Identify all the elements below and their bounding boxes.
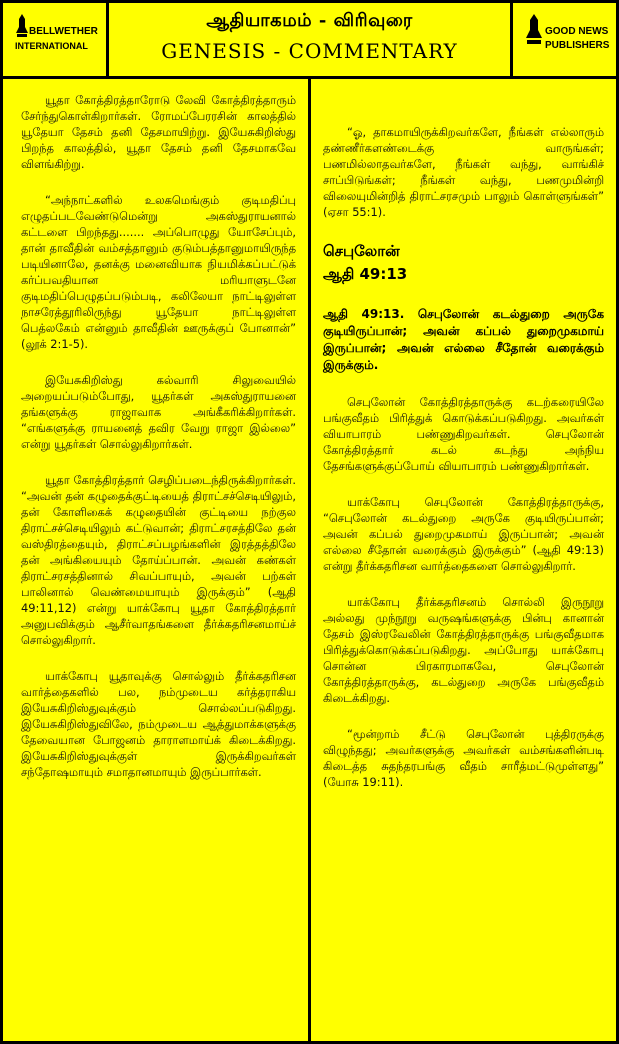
page-title-box — [109, 3, 510, 76]
bell-icon — [525, 13, 543, 47]
left-paragraph-2: “அந்நாட்களில் உலகமெங்கும் குடிமதிப்பு எழுதப்படவேண்டுமென்று அகஸ்துராயனால் கட்டளை பிறந்தது....... அப்பொழுது யோசேப்பும், தான் தாவீதின் வம்சத்தானும் குடும்பத்தானுமாயிருந்த படியினாலே, தனக்கு மனைவியாக நியமிக்கப்பட்டுக் கர்ப்பவதியான மரியாளுடனே குடிமதிப்பெழுதப்படும்படி, கலிலேயா நாட்டிலுள்ள நாசரேத்தூரிலிருந்து யூதேயா நாட்டிலுள்ள பெத்லகேம் என்னும் தாவீதின் ஊருக்குப் போனான்” (லூக் 2:1-5). — [21, 193, 296, 351]
right-paragraph-4: “மூன்றாம் சீட்டு செபுலோன் புத்திரருக்கு விழுந்தது; அவர்களுக்கு அவர்கள் வம்சங்களின்படி கிடைத்த சுதந்தரபங்கு வீதம் சாரீத்மட்டுமுள்ளது” (யோசு 19:11). — [323, 727, 604, 789]
logo-right-line2: PUBLISHERS — [545, 40, 610, 51]
good-news-logo — [513, 3, 616, 76]
bellwether-logo-icon — [15, 13, 99, 68]
logo-left-line2: INTERNATIONAL — [15, 41, 88, 51]
section-title: செபுலோன் — [323, 242, 400, 260]
right-paragraph-1: செபுலோன் கோத்திரத்தாருக்கு கடற்கரையிலே பங்குவீதம் பிரித்துக் கொடுக்கப்படுகிறது. அவர்கள் வியாபாரம் பண்ணுகிறவர்கள். செபுலோன் கோத்திரத்தார் கடல் கடந்து அந்நிய தேசங்களுக்குப்போய் வியாபாரம் பண்ணுகிறார்கள். — [323, 395, 604, 473]
isaiah-quote: “ஓ, தாகமாயிருக்கிறவர்களே, நீங்கள் எல்லாரும் தண்ணீர்களண்டைக்கு வாருங்கள்; பணமில்லாதவர்களே, நீங்கள் வந்து, வாங்கிச் சாப்பிடுங்கள்; நீங்கள் வந்து, பணமுமின்றி விலையுமின்றித் திராட்சரசமும் பாலும் கொள்ளுங்கள்” (ஏசா 55:1). — [323, 125, 604, 219]
left-paragraph-4: யூதா கோத்திரத்தார் செழிப்படைந்திருக்கிறார்கள். “அவன் தன் கழுதைக்குட்டியைத் திராட்சச்செடியிலும், தன் கோளிகைக் கழுதையின் குட்டியை நற்குல திராட்சச்செடியிலும் கட்டுவான்; திராட்சரசத்திலே தன் வஸ்திரத்தையும், திராட்சப்பழங்களின் இரத்தத்திலே தன் அங்கியையும் தோய்ப்பான். அவன் கண்கள் திராட்சரசத்தினால் சிவப்பாயும், அவன் பற்கள் பாலினால் வெண்மையாயும் இருக்கும்” (ஆதி 49:11,12) என்று யாக்கோபு யூதா கோத்திரத்தார் அனுபவிக்கும் ஆசீர்வாதங்களை தீர்க்கதரிசனமாய்ச் சொல்லுகிறார். — [21, 473, 296, 647]
left-paragraph-1: யூதா கோத்திரத்தாரோடு லேவி கோத்திரத்தாரும் சேர்ந்துகொள்கிறார்கள். ரோமப்பேரரசின் காலத்தில் யூதேயா தேசம் தனி தேசமாயிற்று. இயேசுகிறிஸ்து பிறந்த காலத்தில், யூதா தேசம் தனி தேசமாகவே விளங்கிற்று. — [21, 93, 296, 171]
section-heading — [323, 240, 604, 286]
section-reference: ஆதி 49:13 — [323, 265, 408, 283]
logo-right-line1: GOOD NEWS — [545, 26, 609, 37]
bell-icon — [15, 13, 29, 39]
left-column — [3, 79, 308, 1041]
left-paragraph-5: யாக்கோபு யூதாவுக்கு சொல்லும் தீர்க்கதரிசன வார்த்தைகளில் பல, நம்முடைய கர்த்தராகிய இயேசுகிறிஸ்துவுக்கும் சொல்லப்படுகிறது. இயேசுகிறிஸ்துவிலே, நம்முடைய ஆத்துமாக்களுக்கு தேவையான போஜனம் தாராளமாய்க் கிடைக்கிறது. இயேசுகிறிஸ்துவுக்குள் இருக்கிறவர்கள் சந்தோஷமாயும் சமாதானமாயும் இருப்பார்கள். — [21, 669, 296, 779]
title-tamil: ஆதியாகமம் - விரிவுரை — [206, 10, 413, 31]
right-paragraph-3: யாக்கோபு தீர்க்கதரிசனம் சொல்லி இருநூறு அல்லது முந்நூறு வருஷங்களுக்கு பின்பு கானான் தேசம் இஸ்ரவேலின் கோத்திரத்தாருக்கு பங்குவீதமாக பிரித்துக்கொடுக்கப்படுகிறது. அப்போது யாக்கோபு சொன்ன பிரகாரமாகவே, செபுலோன் கோத்திரத்தாருக்கு, கடல்துறை அருகே பங்குவீதம் கிடைக்கிறது. — [323, 595, 604, 705]
good-news-logo-icon — [525, 13, 609, 68]
right-column — [311, 79, 616, 1041]
title-english: GENESIS - COMMENTARY — [161, 39, 458, 63]
logo-left-line1: BELLWETHER — [29, 26, 98, 37]
right-paragraph-2: யாக்கோபு செபுலோன் கோத்திரத்தாருக்கு, “செபுலோன் கடல்துறை அருகே குடியிருப்பான்; அவன் கப்பல் துறைமுகமாய் இருப்பான்; அவன் எல்லை சீதோன் வரைக்கும் இருக்கும்” (ஆதி 49:13) என்று தீர்க்கதரிசன வார்த்தைகளை சொல்லுகிறார். — [323, 495, 604, 573]
bellwether-logo — [3, 3, 106, 76]
left-paragraph-3: இயேசுகிறிஸ்து கல்வாரி சிலுவையில் அறையப்படும்போது, யூதர்கள் அகஸ்துராயனை தங்களுக்கு ராஜாவாக அங்கீகரிக்கிறார்கள். “எங்களுக்கு ராயனைத் தவிர வேறு ராஜா இல்லை” என்று யூதர்கள் சொல்லுகிறார்கள். — [21, 373, 296, 451]
verse-text: ஆதி 49:13. செபுலோன் கடல்துறை அருகே குடியிருப்பான்; அவன் கப்பல் துறைமுகமாய் இருப்பான்; அவன் எல்லை சீதோன் வரைக்கும் இருக்கும். — [323, 307, 604, 372]
